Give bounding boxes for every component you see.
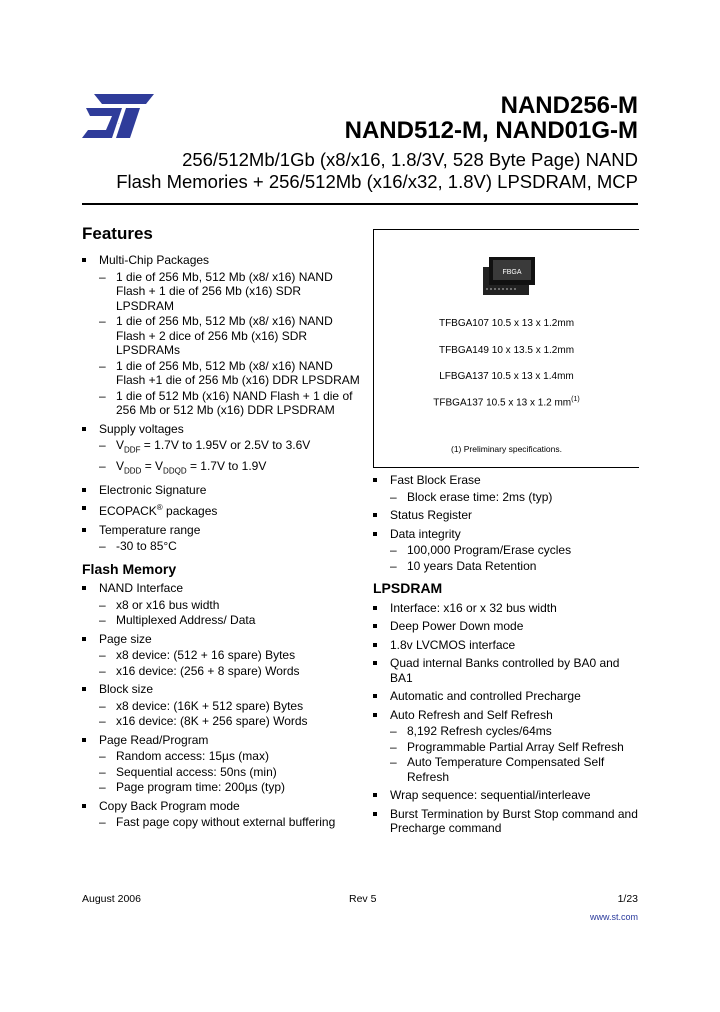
footer-url[interactable]: www.st.com — [589, 912, 638, 922]
flash-feature-item-label: Data integrity — [390, 526, 461, 541]
logo-text: ST — [118, 124, 120, 125]
flash-feature-item — [373, 508, 643, 523]
flash-item — [82, 733, 362, 795]
flash-item-detail: – Random access: 15µs (max) — [99, 749, 362, 764]
multichip-item: – 1 die of 256 Mb, 512 Mb (x8/ x16) NAND Flash + 1 die of 256 Mb (x16) SDR LPSDRAM — [99, 270, 362, 314]
flash-feature-item — [373, 527, 643, 574]
st-logo — [82, 94, 154, 138]
flash-item-detail: – Multiplexed Address/ Data — [99, 613, 362, 628]
package-footnote: (1) Preliminary specifications. — [450, 444, 562, 454]
flash-feature-item-label: Fast Block Erase — [390, 473, 481, 487]
lpsdram-item-label: Automatic and controlled Precharge — [390, 689, 581, 703]
lpsdram-item — [373, 708, 643, 785]
lpsdram-item — [373, 619, 643, 634]
flash-item-detail: – Fast page copy without external buffering — [99, 815, 362, 830]
lpsdram-item-label: Interface: x16 or x 32 bus width — [390, 600, 557, 615]
flash-feature-item-label: Status Register — [390, 508, 473, 522]
package-item: LFBGA137 10.5 x 13 x 1.4mm — [439, 371, 574, 382]
part-number-line2: NAND512-M, NAND01G-M — [344, 117, 638, 144]
flash-item-detail: – x8 or x16 bus width — [99, 598, 362, 613]
flash-feature-item-detail: – 100,000 Program/Erase cycles — [390, 543, 643, 558]
lpsdram-item-label: Auto Refresh and Self Refresh — [390, 707, 553, 722]
flash-features-cont — [373, 473, 643, 573]
lpsdram-item — [373, 656, 643, 685]
flash-item-detail: – Page program time: 200µs (typ) — [99, 780, 362, 795]
chip-label: FBGA — [502, 269, 522, 276]
lpsdram-item-label: 1.8v LVCMOS interface — [390, 637, 516, 652]
chip-package-image — [477, 255, 537, 297]
flash-feature-item — [373, 473, 643, 504]
footer-date: August 2006 — [82, 893, 141, 905]
flash-item-label: Page Read/Program — [99, 732, 209, 747]
lpsdram-item — [373, 601, 643, 616]
temperature-label: Temperature range — [99, 522, 201, 537]
lpsdram-item — [373, 638, 643, 653]
flash-item — [82, 799, 362, 830]
document-subtitle — [38, 149, 638, 193]
package-item: TFBGA149 10 x 13.5 x 1.2mm — [438, 345, 575, 356]
supply-vddf: – $V_{DDF} = 1.7V$ to 1.95V or 2.5V to 3.6V — [99, 438, 362, 458]
multichip-label: Multi-Chip Packages — [99, 253, 210, 267]
feature-temperature — [82, 523, 362, 554]
lpsdram-item-detail: – Programmable Partial Array Self Refresh — [390, 740, 643, 755]
footer-rev: Rev 5 — [349, 893, 377, 905]
lpsdram-item-label: Burst Termination by Burst Stop command and Precharge command — [390, 806, 638, 835]
package-box — [373, 229, 639, 468]
multichip-item: – 1 die of 256 Mb, 512 Mb (x8/ x16) NAND Flash +1 die of 256 Mb (x16) DDR LPSDRAM — [99, 359, 362, 388]
lpsdram-item-detail: – 8,192 Refresh cycles/64ms — [390, 724, 643, 739]
flash-item-label: Block size — [99, 682, 154, 697]
flash-item-label: Page size — [99, 631, 152, 646]
feature-signature: Electronic Signature — [82, 483, 362, 498]
left-column — [82, 253, 362, 834]
flash-item-detail: – Sequential access: 50ns (min) — [99, 765, 362, 780]
features-heading: Features — [82, 224, 153, 243]
package-item: TFBGA137 10.5 x 13 x 1.2 $mm^{(1)}$ — [433, 396, 580, 409]
flash-item-label: Copy Back Program mode — [99, 798, 240, 813]
flash-item-detail: – x8 device: (512 + 16 spare) Bytes — [99, 648, 362, 663]
multichip-item: – 1 die of 512 Mb (x16) NAND Flash + 1 die of 256 Mb or 512 Mb (x16) DDR LPSDRAM — [99, 389, 362, 418]
flash-item-detail: – x16 device: (256 + 8 spare) Words — [99, 664, 362, 679]
temperature-value: – -30 to 85°C — [99, 539, 362, 554]
lpsdram-item-label: Deep Power Down mode — [390, 619, 524, 633]
lpsdram-item — [373, 689, 643, 704]
lpsdram-item-label: Wrap sequence: sequential/interleave — [390, 788, 591, 802]
lpsdram-heading: LPSDRAM — [373, 580, 443, 596]
right-column — [373, 473, 643, 840]
package-item: TFBGA107 10.5 x 13 x 1.2mm — [438, 318, 575, 329]
flash-item-label: NAND Interface — [99, 581, 184, 596]
feature-supply — [82, 422, 362, 479]
flash-list — [82, 581, 362, 830]
flash-heading: Flash Memory — [82, 560, 177, 577]
supply-vddd: – $V_{DDD} = V_{DDQD} = 1.7V$ to 1.9V — [99, 459, 362, 479]
header-rule — [82, 203, 638, 205]
flash-feature-item-detail: – Block erase time: 2ms (typ) — [390, 490, 643, 505]
lpsdram-item-label: Quad internal Banks controlled by BA0 and BA1 — [390, 656, 620, 685]
lpsdram-item — [373, 807, 643, 836]
flash-item — [82, 632, 362, 679]
part-number-line1: NAND256-M — [500, 92, 638, 119]
flash-item — [82, 581, 362, 628]
multichip-item: – 1 die of 256 Mb, 512 Mb (x8/ x16) NAND Flash + 2 dice of 256 Mb (x16) SDR LPSDRAMs — [99, 314, 362, 358]
lpsdram-item-detail: – Auto Temperature Compensated Self Refresh — [390, 755, 643, 784]
subtitle-line2: Flash Memories + 256/512Mb (x16/x32, 1.8V) LPSDRAM, MCP — [116, 171, 638, 192]
footer-page: 1/23 — [617, 893, 638, 905]
flash-item-detail: – x8 device: (16K + 512 spare) Bytes — [99, 699, 362, 714]
lpsdram-item — [373, 788, 643, 803]
subtitle-line1: 256/512Mb/1Gb (x8/x16, 1.8/3V, 528 Byte Page) NAND — [182, 149, 638, 170]
flash-item-detail: – x16 device: (8K + 256 spare) Words — [99, 714, 362, 729]
flash-feature-item-detail: – 10 years Data Retention — [390, 559, 643, 574]
supply-label: Supply voltages — [99, 421, 184, 436]
feature-ecopack: ECOPACK® packages — [82, 501, 362, 519]
lpsdram-list — [373, 601, 643, 836]
feature-multichip — [82, 253, 362, 418]
flash-item — [82, 682, 362, 729]
